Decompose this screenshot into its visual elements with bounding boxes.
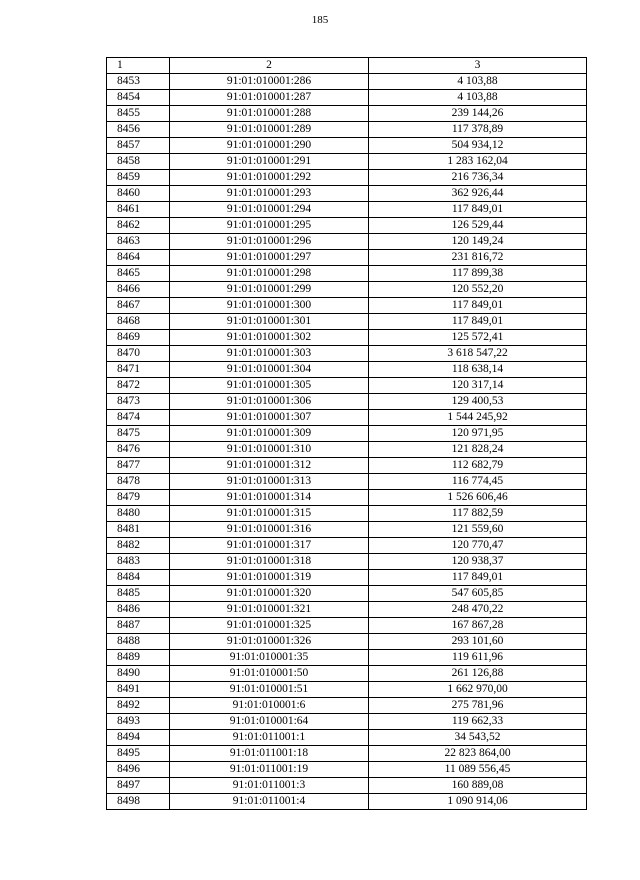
cadastral-number-cell: 91:01:010001:310: [170, 442, 369, 458]
row-number-cell: 8469: [107, 330, 170, 346]
table-row: [107, 506, 587, 522]
cadastral-number-cell: 91:01:010001:293: [170, 186, 369, 202]
row-number-cell: 8497: [107, 778, 170, 794]
value-cell: 120 770,47: [369, 538, 587, 554]
table-row: [107, 218, 587, 234]
cadastral-number-cell: 91:01:010001:318: [170, 554, 369, 570]
value-cell: 34 543,52: [369, 730, 587, 746]
table-row: [107, 458, 587, 474]
value-cell: 11 089 556,45: [369, 762, 587, 778]
cadastral-number-cell: 91:01:010001:313: [170, 474, 369, 490]
cadastral-number-cell: 91:01:010001:287: [170, 90, 369, 106]
table-row: [107, 490, 587, 506]
table-row: [107, 170, 587, 186]
value-cell: 125 572,41: [369, 330, 587, 346]
row-number-cell: 8464: [107, 250, 170, 266]
header-col-3: 3: [369, 58, 587, 74]
value-cell: 248 470,22: [369, 602, 587, 618]
cadastral-number-cell: 91:01:010001:297: [170, 250, 369, 266]
row-number-cell: 8458: [107, 154, 170, 170]
table-row: [107, 234, 587, 250]
row-number-cell: 8491: [107, 682, 170, 698]
table-row: [107, 154, 587, 170]
table-row: [107, 442, 587, 458]
cadastral-number-cell: 91:01:011001:18: [170, 746, 369, 762]
row-number-cell: 8487: [107, 618, 170, 634]
value-cell: 362 926,44: [369, 186, 587, 202]
cadastral-number-cell: 91:01:010001:320: [170, 586, 369, 602]
table-row: [107, 634, 587, 650]
header-col-2: 2: [170, 58, 369, 74]
value-cell: 547 605,85: [369, 586, 587, 602]
value-cell: 119 662,33: [369, 714, 587, 730]
cadastral-number-cell: 91:01:010001:6: [170, 698, 369, 714]
row-number-cell: 8484: [107, 570, 170, 586]
table-row: [107, 650, 587, 666]
cadastral-number-cell: 91:01:011001:4: [170, 794, 369, 810]
row-number-cell: 8494: [107, 730, 170, 746]
row-number-cell: 8492: [107, 698, 170, 714]
header-row: [107, 58, 587, 74]
value-cell: 126 529,44: [369, 218, 587, 234]
cadastral-number-cell: 91:01:010001:35: [170, 650, 369, 666]
table-row: [107, 730, 587, 746]
table-row: [107, 74, 587, 90]
table-row: [107, 330, 587, 346]
cadastral-number-cell: 91:01:010001:286: [170, 74, 369, 90]
value-cell: 167 867,28: [369, 618, 587, 634]
value-cell: 117 849,01: [369, 570, 587, 586]
table-row: [107, 202, 587, 218]
value-cell: 1 544 245,92: [369, 410, 587, 426]
row-number-cell: 8495: [107, 746, 170, 762]
value-cell: 120 971,95: [369, 426, 587, 442]
row-number-cell: 8459: [107, 170, 170, 186]
value-cell: 504 934,12: [369, 138, 587, 154]
value-cell: 1 090 914,06: [369, 794, 587, 810]
row-number-cell: 8489: [107, 650, 170, 666]
value-cell: 120 149,24: [369, 234, 587, 250]
table-row: [107, 666, 587, 682]
value-cell: 3 618 547,22: [369, 346, 587, 362]
table-row: [107, 90, 587, 106]
value-cell: 117 849,01: [369, 202, 587, 218]
cadastral-number-cell: 91:01:011001:3: [170, 778, 369, 794]
row-number-cell: 8496: [107, 762, 170, 778]
value-cell: 239 144,26: [369, 106, 587, 122]
value-cell: 120 552,20: [369, 282, 587, 298]
cadastral-number-cell: 91:01:010001:325: [170, 618, 369, 634]
cadastral-number-cell: 91:01:010001:64: [170, 714, 369, 730]
cadastral-number-cell: 91:01:010001:300: [170, 298, 369, 314]
table-row: [107, 138, 587, 154]
table-row: [107, 282, 587, 298]
table-row: [107, 602, 587, 618]
value-cell: 117 882,59: [369, 506, 587, 522]
value-cell: 231 816,72: [369, 250, 587, 266]
table-row: [107, 346, 587, 362]
value-cell: 121 828,24: [369, 442, 587, 458]
cadastral-number-cell: 91:01:010001:302: [170, 330, 369, 346]
value-cell: 129 400,53: [369, 394, 587, 410]
table-row: [107, 378, 587, 394]
row-number-cell: 8475: [107, 426, 170, 442]
value-cell: 160 889,08: [369, 778, 587, 794]
value-cell: 116 774,45: [369, 474, 587, 490]
cadastral-number-cell: 91:01:010001:289: [170, 122, 369, 138]
table-row: [107, 410, 587, 426]
table-row: [107, 618, 587, 634]
cadastral-number-cell: 91:01:010001:292: [170, 170, 369, 186]
row-number-cell: 8477: [107, 458, 170, 474]
cadastral-number-cell: 91:01:011001:1: [170, 730, 369, 746]
value-cell: 117 899,38: [369, 266, 587, 282]
table-row: [107, 538, 587, 554]
table-row: [107, 250, 587, 266]
row-number-cell: 8461: [107, 202, 170, 218]
row-number-cell: 8486: [107, 602, 170, 618]
value-cell: 1 526 606,46: [369, 490, 587, 506]
cadastral-number-cell: 91:01:010001:290: [170, 138, 369, 154]
cadastral-number-cell: 91:01:010001:296: [170, 234, 369, 250]
value-cell: 117 849,01: [369, 314, 587, 330]
row-number-cell: 8488: [107, 634, 170, 650]
cadastral-number-cell: 91:01:011001:19: [170, 762, 369, 778]
row-number-cell: 8490: [107, 666, 170, 682]
cadastral-number-cell: 91:01:010001:291: [170, 154, 369, 170]
row-number-cell: 8473: [107, 394, 170, 410]
value-cell: 1 662 970,00: [369, 682, 587, 698]
cadastral-number-cell: 91:01:010001:305: [170, 378, 369, 394]
value-cell: 117 849,01: [369, 298, 587, 314]
row-number-cell: 8456: [107, 122, 170, 138]
value-cell: 117 378,89: [369, 122, 587, 138]
row-number-cell: 8476: [107, 442, 170, 458]
value-cell: 119 611,96: [369, 650, 587, 666]
value-cell: 120 938,37: [369, 554, 587, 570]
value-cell: 121 559,60: [369, 522, 587, 538]
row-number-cell: 8455: [107, 106, 170, 122]
cadastral-number-cell: 91:01:010001:51: [170, 682, 369, 698]
row-number-cell: 8466: [107, 282, 170, 298]
value-cell: 118 638,14: [369, 362, 587, 378]
table-row: [107, 522, 587, 538]
register-table: [106, 57, 587, 810]
cadastral-number-cell: 91:01:010001:326: [170, 634, 369, 650]
row-number-cell: 8454: [107, 90, 170, 106]
row-number-cell: 8481: [107, 522, 170, 538]
table-row: [107, 746, 587, 762]
row-number-cell: 8480: [107, 506, 170, 522]
row-number-cell: 8463: [107, 234, 170, 250]
table-row: [107, 794, 587, 810]
cadastral-number-cell: 91:01:010001:294: [170, 202, 369, 218]
row-number-cell: 8468: [107, 314, 170, 330]
cadastral-number-cell: 91:01:010001:304: [170, 362, 369, 378]
row-number-cell: 8472: [107, 378, 170, 394]
table-row: [107, 762, 587, 778]
value-cell: 1 283 162,04: [369, 154, 587, 170]
cadastral-number-cell: 91:01:010001:315: [170, 506, 369, 522]
cadastral-number-cell: 91:01:010001:307: [170, 410, 369, 426]
row-number-cell: 8470: [107, 346, 170, 362]
row-number-cell: 8483: [107, 554, 170, 570]
cadastral-number-cell: 91:01:010001:314: [170, 490, 369, 506]
cadastral-number-cell: 91:01:010001:288: [170, 106, 369, 122]
cadastral-number-cell: 91:01:010001:321: [170, 602, 369, 618]
table-row: [107, 298, 587, 314]
cadastral-number-cell: 91:01:010001:301: [170, 314, 369, 330]
table-row: [107, 122, 587, 138]
value-cell: 261 126,88: [369, 666, 587, 682]
table-row: [107, 186, 587, 202]
row-number-cell: 8460: [107, 186, 170, 202]
table-row: [107, 394, 587, 410]
table-row: [107, 106, 587, 122]
cadastral-number-cell: 91:01:010001:295: [170, 218, 369, 234]
table-body: [107, 74, 587, 810]
cadastral-number-cell: 91:01:010001:312: [170, 458, 369, 474]
row-number-cell: 8474: [107, 410, 170, 426]
value-cell: 120 317,14: [369, 378, 587, 394]
cadastral-number-cell: 91:01:010001:317: [170, 538, 369, 554]
table-row: [107, 362, 587, 378]
table-row: [107, 698, 587, 714]
row-number-cell: 8453: [107, 74, 170, 90]
row-number-cell: 8478: [107, 474, 170, 490]
cadastral-number-cell: 91:01:010001:303: [170, 346, 369, 362]
value-cell: 4 103,88: [369, 74, 587, 90]
row-number-cell: 8457: [107, 138, 170, 154]
value-cell: 112 682,79: [369, 458, 587, 474]
row-number-cell: 8465: [107, 266, 170, 282]
value-cell: 4 103,88: [369, 90, 587, 106]
table-row: [107, 586, 587, 602]
row-number-cell: 8467: [107, 298, 170, 314]
row-number-cell: 8485: [107, 586, 170, 602]
page-number: 185: [311, 14, 329, 26]
row-number-cell: 8479: [107, 490, 170, 506]
table-row: [107, 682, 587, 698]
table-row: [107, 426, 587, 442]
table-row: [107, 266, 587, 282]
header-col-1: 1: [107, 58, 170, 74]
row-number-cell: 8493: [107, 714, 170, 730]
table-row: [107, 314, 587, 330]
cadastral-number-cell: 91:01:010001:298: [170, 266, 369, 282]
table-row: [107, 554, 587, 570]
cadastral-number-cell: 91:01:010001:50: [170, 666, 369, 682]
row-number-cell: 8462: [107, 218, 170, 234]
cadastral-number-cell: 91:01:010001:309: [170, 426, 369, 442]
table-row: [107, 714, 587, 730]
value-cell: 216 736,34: [369, 170, 587, 186]
table-row: [107, 778, 587, 794]
cadastral-number-cell: 91:01:010001:316: [170, 522, 369, 538]
row-number-cell: 8482: [107, 538, 170, 554]
cadastral-number-cell: 91:01:010001:299: [170, 282, 369, 298]
cadastral-number-cell: 91:01:010001:319: [170, 570, 369, 586]
value-cell: 293 101,60: [369, 634, 587, 650]
value-cell: 22 823 864,00: [369, 746, 587, 762]
value-cell: 275 781,96: [369, 698, 587, 714]
row-number-cell: 8498: [107, 794, 170, 810]
table-header: [107, 58, 587, 74]
cadastral-number-cell: 91:01:010001:306: [170, 394, 369, 410]
row-number-cell: 8471: [107, 362, 170, 378]
table-row: [107, 474, 587, 490]
table-row: [107, 570, 587, 586]
